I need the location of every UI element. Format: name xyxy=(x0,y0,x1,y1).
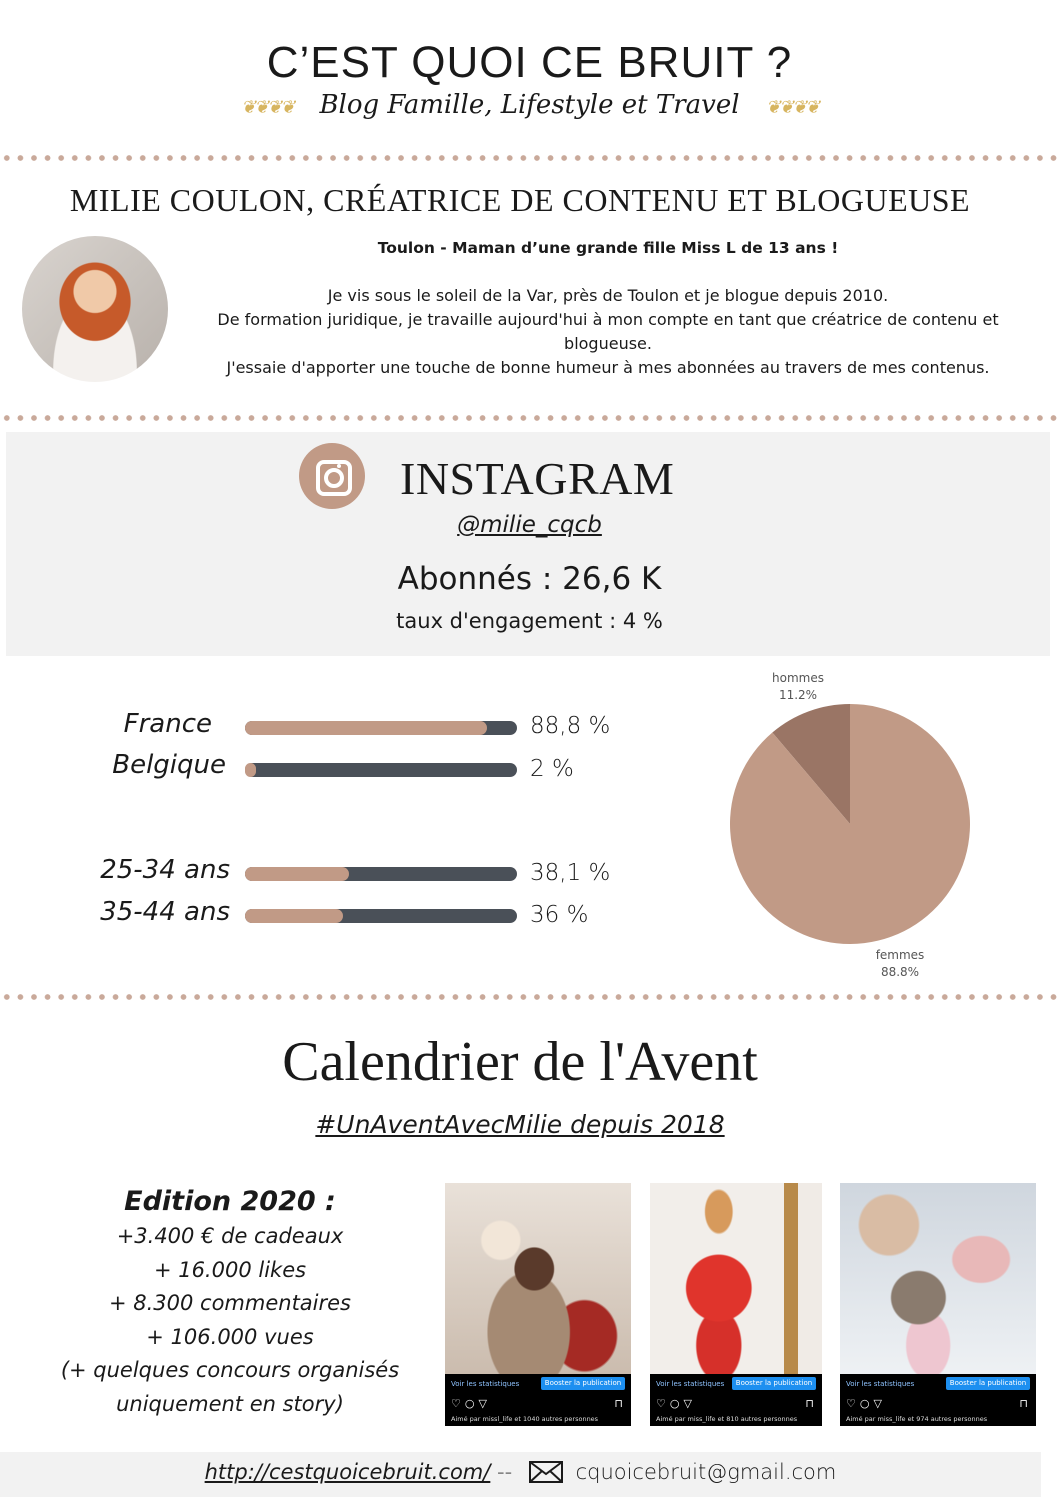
bookmark-icon[interactable]: ⊓ xyxy=(614,1397,623,1410)
edition-stat: (+ quelques concours organisés xyxy=(60,1358,400,1383)
age-value: 36 % xyxy=(530,902,589,928)
laurel-left-icon: ❦❦❦❦ xyxy=(240,97,294,118)
boost-button[interactable]: Booster la publication xyxy=(541,1377,625,1390)
envelope-icon xyxy=(529,1461,563,1483)
blog-tagline: Blog Famille, Lifestyle et Travel xyxy=(319,90,740,120)
post-stats-link[interactable]: Voir les statistiques xyxy=(656,1380,725,1388)
post-screenshot[interactable] xyxy=(650,1183,822,1426)
instagram-handle-link[interactable]: @milie_cqcb xyxy=(457,512,602,538)
country-value: 88,8 % xyxy=(530,713,611,739)
engagement-rate: taux d'engagement : 4 % xyxy=(396,609,663,633)
edition-stat: + 8.300 commentaires xyxy=(108,1291,352,1316)
boost-button[interactable]: Booster la publication xyxy=(732,1377,816,1390)
country-value: 2 % xyxy=(530,756,574,782)
bio-line: J'essaie d'apporter une touche de bonne humeur à mes abonnées au travers de mes contenus. xyxy=(226,358,990,377)
post-actions-icon[interactable]: ♡○▽ xyxy=(451,1397,491,1410)
age-label: 25-34 ans xyxy=(100,855,230,885)
dotted-divider xyxy=(0,414,1059,422)
website-link[interactable]: http://cestquoicebruit.com/ xyxy=(204,1460,491,1484)
country-bar xyxy=(245,763,517,777)
post-screenshot[interactable] xyxy=(445,1183,631,1426)
country-bar-fill xyxy=(245,763,256,777)
age-bar-fill xyxy=(245,909,343,923)
email-link[interactable]: cquoicebruit@gmail.com xyxy=(575,1460,837,1484)
footer-separator: -- xyxy=(497,1460,513,1484)
advent-hashtag-link[interactable]: #UnAventAvecMilie depuis 2018 xyxy=(315,1110,725,1139)
footer xyxy=(0,1460,1041,1484)
pie-category: femmes xyxy=(875,948,925,962)
post-likes: Aimé par miss_life et 974 autres personnes xyxy=(846,1415,988,1423)
edition-stat: + 106.000 vues xyxy=(146,1324,314,1349)
profile-location: Toulon - Maman d’une grande fille Miss L de 13 ans ! xyxy=(377,239,839,257)
edition-stat: + 16.000 likes xyxy=(153,1257,307,1282)
gender-pie-chart xyxy=(720,694,980,954)
bookmark-icon[interactable]: ⊓ xyxy=(1019,1397,1028,1410)
bio-line: Je vis sous le soleil de la Var, près de Toulon et je blogue depuis 2010. xyxy=(327,286,889,305)
edition-stat: +3.400 € de cadeaux xyxy=(116,1224,344,1248)
instagram-title: INSTAGRAM xyxy=(400,453,675,504)
pie-category: hommes xyxy=(772,671,824,685)
country-bar xyxy=(245,721,517,735)
edition-stats xyxy=(20,1184,440,1422)
age-bar xyxy=(245,909,517,923)
instagram-icon[interactable] xyxy=(299,443,365,509)
age-value: 38,1 % xyxy=(530,860,611,886)
post-actions-icon[interactable]: ♡○▽ xyxy=(656,1397,696,1410)
blog-title: C’EST QUOI CE BRUIT ? xyxy=(266,38,793,87)
dotted-divider xyxy=(0,154,1059,162)
boost-button[interactable]: Booster la publication xyxy=(946,1377,1030,1390)
pie-percent: 88.8% xyxy=(880,965,920,979)
post-actions-icon[interactable]: ♡○▽ xyxy=(846,1397,886,1410)
age-bar-fill xyxy=(245,867,349,881)
post-likes: Aimé par miss_life et 810 autres personnes xyxy=(656,1415,798,1423)
post-likes: Aimé par missl_life et 1040 autres personnes xyxy=(451,1415,599,1423)
followers-count: Abonnés : 26,6 K xyxy=(397,561,662,597)
profile-avatar xyxy=(22,236,168,382)
profile-bio xyxy=(180,236,1036,380)
bio-line: De formation juridique, je travaille aujourd'hui à mon compte en tant que créatrice de contenu et blogueuse. xyxy=(217,310,999,353)
edition-title: Edition 2020 : xyxy=(124,1186,336,1217)
laurel-right-icon: ❦❦❦❦ xyxy=(765,97,819,118)
pie-label-femmes xyxy=(860,947,940,981)
post-stats-link[interactable]: Voir les statistiques xyxy=(846,1380,915,1388)
profile-title: MILIE COULON, CRÉATRICE DE CONTENU ET BLOGUEUSE xyxy=(69,182,971,218)
advent-title: Calendrier de l'Avent xyxy=(282,1031,758,1093)
age-label: 35-44 ans xyxy=(100,897,230,927)
bookmark-icon[interactable]: ⊓ xyxy=(805,1397,814,1410)
pie-percent: 11.2% xyxy=(778,688,818,702)
blog-tagline-row xyxy=(0,90,1059,120)
edition-stat: uniquement en story) xyxy=(116,1391,344,1416)
post-screenshot[interactable] xyxy=(840,1183,1036,1426)
country-label: France xyxy=(123,709,212,739)
pie-label-hommes xyxy=(758,670,838,704)
country-label: Belgique xyxy=(112,750,226,780)
dotted-divider xyxy=(0,993,1059,1001)
pie-slice-femmes xyxy=(730,704,970,944)
post-stats-link[interactable]: Voir les statistiques xyxy=(451,1380,520,1388)
age-bar xyxy=(245,867,517,881)
country-bar-fill xyxy=(245,721,487,735)
